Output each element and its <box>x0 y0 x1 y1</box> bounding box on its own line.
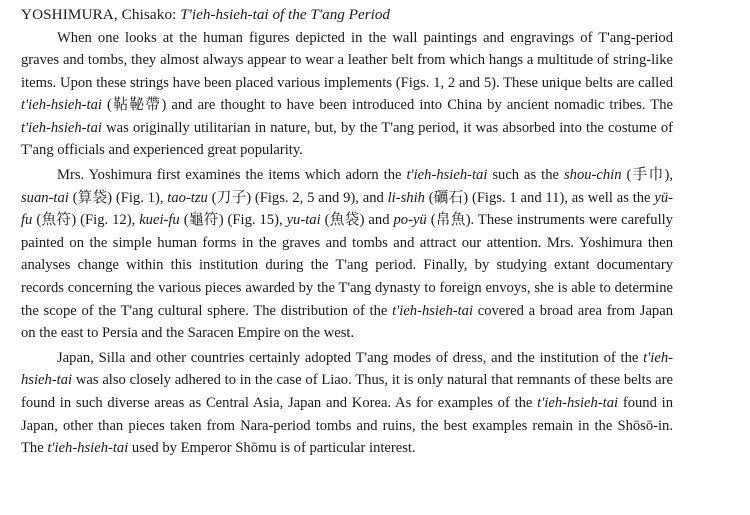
italic-term: tao-tzu <box>167 189 208 206</box>
italic-term: suan-tai <box>21 189 69 206</box>
paragraph-text: (算袋) (Fig. 1), <box>68 189 168 206</box>
author-name: YOSHIMURA, Chisako <box>21 6 173 23</box>
italic-term: li-shih <box>387 189 425 206</box>
paragraph-text: (魚符) (Fig. 12), <box>32 212 140 229</box>
paragraph-text: (礪石) (Figs. 1 and 11), as well as the <box>424 189 655 206</box>
paragraph-text: Mrs. Yoshimura first examines the items which adorn the <box>57 167 407 184</box>
italic-term: t'ieh-hsieh-tai <box>21 349 673 389</box>
body-paragraph-1 <box>21 27 673 163</box>
italic-term: yü-fu <box>21 189 673 229</box>
article-page <box>21 0 673 460</box>
italic-term: t'ieh-hsieh-tai <box>406 167 488 184</box>
paragraph-text: was originally utilitarian in nature, but, by the T'ang period, it was absorbed into the costume of T'ang officials and experienced great popularity. <box>21 119 673 159</box>
paragraph-text: was also closely adhered to in the case of Liao. Thus, it is only natural that remnants of these belts are found in such diverse areas as Central Asia, Japan and Korea. As for examples of the <box>21 372 673 411</box>
paragraph-text: Japan, Silla and other countries certainly adopted T'ang modes of dress, and the institution of the <box>57 349 644 366</box>
italic-term: po-yü <box>393 212 427 229</box>
paragraph-text: such as the <box>487 167 564 184</box>
paragraph-text: covered a broad area from Japan on the east to Persia and the Saracen Empire on the west. <box>21 302 673 342</box>
body-paragraph-2 <box>21 164 673 345</box>
body-paragraph-3 <box>21 347 673 460</box>
paragraph-text: found in Japan, other than pieces taken from Nara-period tombs and ruins, the best examples remain in the Shōsō-in. The <box>21 395 673 457</box>
paragraph-text: (帛魚). These instruments were carefully painted on the simple human forms in the graves and tombs and attract our attention. Mrs. Yoshimura then analyses change within this institution during the T'ang period. Finally, by studying extant documentary records concerning the various pieces awarded by the T'ang dynasty to foreign envoys, she is able to determine the scope of the T'ang cultural sphere. The distribution of the <box>21 212 673 319</box>
italic-term: t'ieh-hsieh-tai <box>537 395 619 411</box>
italic-term: t'ieh-hsieh-tai <box>21 97 102 114</box>
paragraph-text: used by Emperor Shōmu is of particular interest. <box>128 440 416 457</box>
italic-term: t'ieh-hsieh-tai <box>47 440 129 457</box>
paragraph-text: (刀子) (Figs. 2, 5 and 9), and <box>207 189 388 206</box>
italic-term: yu-tai <box>286 212 321 229</box>
paragraph-text: (手巾), <box>621 167 673 184</box>
italic-term: t'ieh-hsieh-tai <box>392 302 474 319</box>
paragraph-text: When one looks at the human figures depicted in the wall paintings and engravings of T'ang-period graves and tombs, they almost always appear to wear a leather belt from which hangs a multitude of string-like items. Upon these strings have been placed various implements (Figs. 1, 2 and 5). These unique belts are called <box>21 29 673 91</box>
heading-separator: : <box>172 6 177 23</box>
paragraph-text: (䩞䩛帶) and are thought to have been introduced into China by ancient nomadic tribes. The <box>101 97 673 114</box>
italic-term: shou-chin <box>563 167 622 184</box>
paragraph-text: (龜符) (Fig. 15), <box>179 212 287 229</box>
article-title: T'ieh-hsieh-tai of the T'ang Period <box>180 6 391 23</box>
italic-term: kuei-fu <box>139 212 180 229</box>
article-heading <box>21 4 673 26</box>
italic-term: t'ieh-hsieh-tai <box>21 119 102 136</box>
paragraph-text: (魚袋) and <box>320 212 394 229</box>
